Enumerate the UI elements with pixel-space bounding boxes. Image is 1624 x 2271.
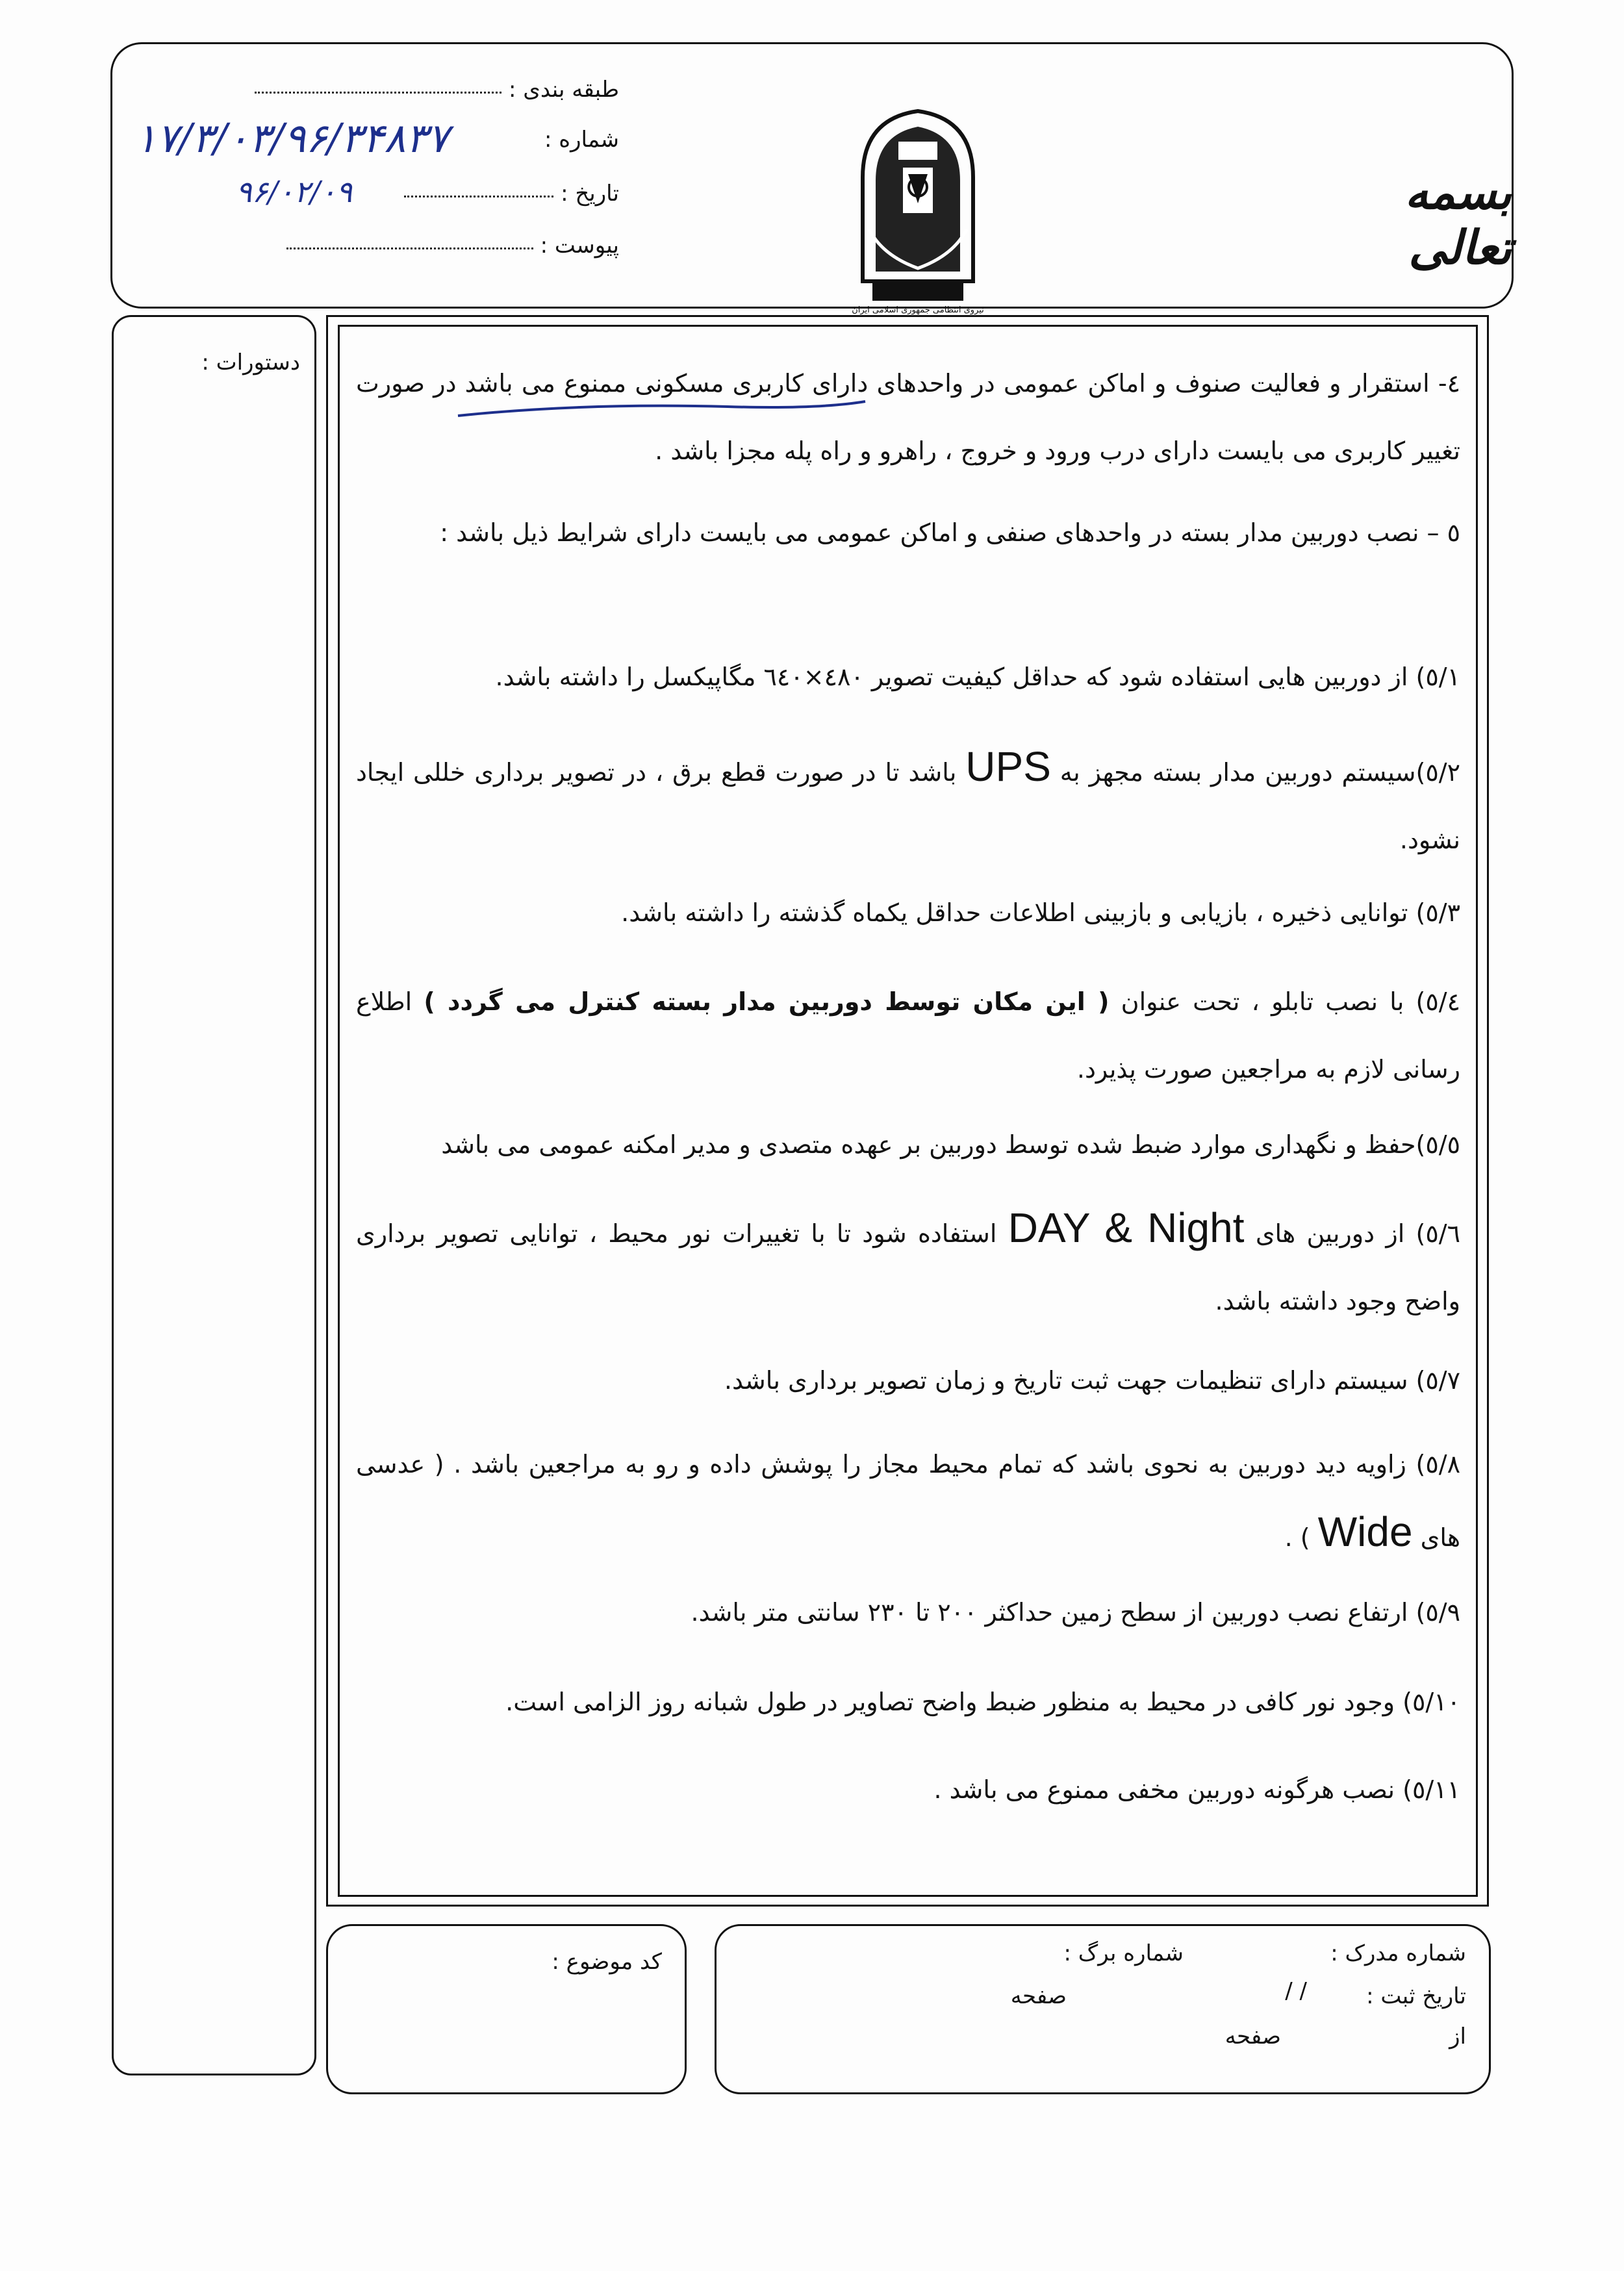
- attachment-dots: [286, 244, 533, 249]
- reg-date-label: تاریخ ثبت :: [1366, 1983, 1466, 2009]
- wide-term: Wide: [1317, 1508, 1413, 1555]
- paragraph-5-6-end: استفاده شود تا با تغییرات نور محیط ، توانایی تصویر برداری واضح وجود داشته باشد.: [356, 1219, 1460, 1315]
- paragraph-5-5: ٥/٥)حفظ و نگهداری موارد ضبط شده توسط دوربین بر عهده متصدی و مدیر امکنه عمومی می باشد: [441, 1130, 1460, 1159]
- paragraph-5-10: ٥/١٠) وجود نور کافی در محیط به منظور ضبط واضح تصاویر در طول شبانه روز الزامی است.: [505, 1688, 1460, 1716]
- paragraph-5-2: [356, 733, 1460, 874]
- ups-term: UPS: [965, 743, 1051, 790]
- subject-code-label: کد موضوع :: [552, 1949, 662, 1975]
- paragraph-5-6: [356, 1194, 1460, 1335]
- date-field: [151, 181, 619, 207]
- footer-subject-box: [326, 1924, 687, 2094]
- paragraph-5-4: [356, 968, 1460, 1103]
- doc-number-label: شماره مدرک :: [1330, 1940, 1466, 1966]
- police-emblem-icon: [843, 106, 993, 317]
- paragraph-5-11: ٥/١١) نصب هرگونه دوربین مخفی ممنوع می باشد .: [933, 1775, 1460, 1804]
- day-night-term: DAY & Night: [1008, 1204, 1245, 1251]
- basmala: بسمه تعالی: [1404, 164, 1512, 275]
- instructions-sidebar: [112, 315, 316, 2075]
- paragraph-5-8-end: ) .: [1284, 1523, 1310, 1552]
- handwritten-letter-date: ۹۶/۰۲/۰۹: [236, 174, 353, 209]
- letter-header: [110, 42, 1514, 315]
- emblem-caption: نیروی انتظامی جمهوری اسلامی ایران: [852, 305, 984, 315]
- classification-field: [151, 77, 619, 103]
- paragraph-5-8-start: ٥/٨) زاویه دید دوربین به نحوی باشد که تمام محیط مجاز را پوشش داده و رو به مراجعین باشد . ( عدسی های: [356, 1450, 1460, 1552]
- paragraph-5-6-start: ٥/٦) از دوربین های: [1255, 1219, 1460, 1248]
- number-label: شماره :: [544, 127, 619, 153]
- handwritten-letter-number: ۱۷/۳/۰۳/۹۶/۳۴۸۳۷: [135, 114, 450, 162]
- paragraph-5-7: ٥/٧) سیستم دارای تنظیمات جهت ثبت تاریخ و زمان تصویر برداری باشد.: [724, 1366, 1460, 1395]
- paragraph-5-8: [356, 1430, 1460, 1571]
- of-label: از: [1449, 2024, 1466, 2049]
- paragraph-5-2-end: باشد تا در صورت قطع برق ، در تصویر برداری خللی ایجاد نشود.: [356, 758, 1460, 854]
- date-label: تاریخ :: [561, 181, 619, 207]
- classification-label: طبقه بندی :: [509, 77, 619, 103]
- attachment-label: پیوست :: [540, 233, 619, 259]
- page-word-bottom: صفحه: [1224, 2024, 1281, 2049]
- reg-date-slashes: / /: [1285, 1978, 1307, 2004]
- classification-dots: [255, 88, 501, 94]
- paragraph-5-4-end: اطلاع رسانی لازم به مراجعین صورت پذیرد.: [356, 987, 1460, 1084]
- paragraph-5-3: ٥/٣) توانایی ذخیره ، بازیابی و بازبینی اطلاعات حداقل یکماه گذشته را داشته باشد.: [621, 898, 1460, 927]
- sign-text: ( این مکان توسط دوربین مدار بسته کنترل می گردد ): [424, 987, 1110, 1016]
- date-dots: [404, 192, 553, 197]
- paragraph-5-9: ٥/٩) ارتفاع نصب دوربین از سطح زمین حداکثر ٢٠٠ تا ٢٣٠ سانتی متر باشد.: [691, 1598, 1460, 1627]
- paragraph-5-1: ٥/١) از دوربین هایی استفاده شود که حداقل کیفیت تصویر ٤٨٠×٦٤٠ مگاپیکسل را داشته باشد.: [495, 663, 1460, 691]
- paragraph-4: ٤- استقرار و فعالیت صنوف و اماکن عمومی در واحدهای دارای کاربری مسکونی ممنوع می باشد در صورت تغییر کاربری می بایست دارای درب ورود و خروج ، راهرو و راه پله مجزا باشد .: [356, 369, 1460, 465]
- sheet-number-label: شماره برگ :: [1063, 1940, 1184, 1966]
- page-word-top: صفحه: [1010, 1983, 1067, 2009]
- paragraph-5-2-start: ٥/٢)سیستم دوربین مدار بسته مجهز به: [1059, 758, 1460, 787]
- footer-document-box: [715, 1924, 1491, 2094]
- paragraph-5: ٥ – نصب دوربین مدار بسته در واحدهای صنفی و اماکن عمومی می بایست دارای شرایط ذیل باشد :: [440, 518, 1460, 547]
- attachment-field: [151, 233, 619, 259]
- instructions-label: دستورات :: [201, 349, 300, 375]
- paragraph-5-4-start: ٥/٤) با نصب تابلو ، تحت عنوان: [1121, 987, 1460, 1016]
